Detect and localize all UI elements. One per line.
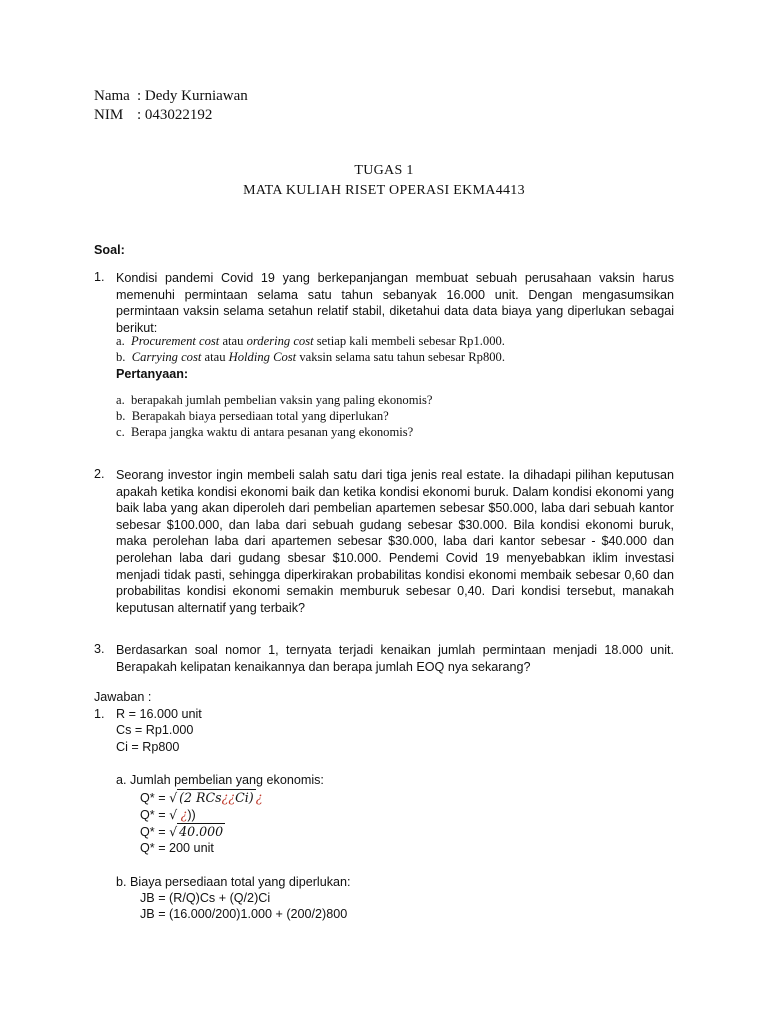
q3-text: Berdasarkan soal nomor 1, ternyata terjadi kenaikan jumlah permintaan menjadi 18.000 unit. Berapakah kelipatan kenaikannya dan berapa jumlah EOQ nya sekarang? [116,643,674,674]
q1-question-c-marker: c. [116,425,125,439]
q1-item-a-rest: setiap kali membeli sebesar Rp1.000. [313,334,505,348]
name-label: Nama [94,88,130,104]
q1-question-c [116,425,413,440]
eoq-close: ) [248,790,254,805]
q1-item-b-marker: b. [116,350,126,364]
eoq-substitution [140,807,196,822]
given-ci: Ci = Rp800 [116,740,180,754]
q1-question-a-marker: a. [116,393,125,407]
q1-question-b-marker: b. [116,409,126,423]
total-cost-substitution: JB = (16.000/200)1.000 + (200/2)800 [140,907,348,921]
eoq-rad-prefix: Q* = [140,825,170,839]
answer-1-number: 1. [94,707,105,721]
q1-item-a-marker: a. [116,334,125,348]
total-cost-formula: JB = (R/Q)Cs + (Q/2)Ci [140,891,271,905]
nim-label: NIM [94,107,124,123]
eoq-sub-prefix: Q* = [140,808,170,822]
nim-value: : 043022192 [137,107,213,123]
eoq-formula-radicand [177,789,256,805]
eoq-term: (2 RCs [179,790,222,805]
q1-question-a [116,393,433,408]
eoq-rad-value: 40.000 [179,824,224,839]
q1-item-b-mid: atau [201,350,229,364]
q1-pertanyaan-label: Pertanyaan: [116,367,189,381]
q1-text: Kondisi pandemi Covid 19 yang berkepanjangan membuat sebuah perusahaan vaksin harus memenuhi permintaan selama satu tahun sebanyak 16.000 unit. Dengan mengasumsikan permintaan vaksin selama setahun relatif stabil, diketahui data data biaya yang diperlukan sebagai berikut: [116,271,674,335]
given-r: R = 16.000 unit [116,707,202,721]
sqrt-symbol-icon: √ [169,807,178,822]
q1-item-a [116,334,505,349]
q1-number: 1. [94,270,105,284]
q1-question-b-text: Berapakah biaya persediaan total yang diperlukan? [131,409,389,423]
jawaban-label: Jawaban : [94,690,152,704]
eoq-formula [140,790,262,805]
doc-title: TUGAS 1 [354,163,414,178]
q1-item-b-rest: vaksin selama satu tahun sebesar Rp800. [296,350,505,364]
eoq-result: Q* = 200 unit [140,841,214,855]
eoq-tail-error: ¿ [255,790,263,805]
eoq-formula-prefix: Q* = [140,791,170,805]
q1-item-b-term1: Carrying cost [131,350,202,364]
q1-item-b-term2: Holding Cost [228,350,297,364]
q3-number: 3. [94,642,105,656]
eoq-symbol-error: ¿¿ [221,790,236,805]
q1-item-a-term2: ordering cost [246,334,314,348]
q1-item-a-mid: atau [219,334,247,348]
q2-number: 2. [94,467,105,481]
eoq-sub-symbol: ¿ [180,807,188,822]
q1-question-c-text: Berapa jangka waktu di antara pesanan yang ekonomis? [131,425,414,439]
sqrt-symbol-icon: √ [169,824,178,839]
soal-label: Soal: [94,243,125,257]
doc-subtitle: MATA KULIAH RISET OPERASI EKMA4413 [243,183,525,198]
q1-item-a-term1: Procurement cost [131,334,220,348]
given-cs: Cs = Rp1.000 [116,723,194,737]
part-a-title: a. Jumlah pembelian yang ekonomis: [116,773,324,787]
eoq-ci: Ci [235,790,249,805]
q1-question-b [116,409,389,424]
q2-text: Seorang investor ingin membeli salah satu dari tiga jenis real estate. Ia dihadapi pilihan keputusan apakah ketika kondisi ekonomi baik dan ketika kondisi ekonomi buruk. Dalam kondisi ekonomi yang baik laba yang akan diperoleh dari pembelian apartemen sebesar $50.000, laba dari sebuah kantor sebesar $100.000, dan laba dari sebuah gudang sebesar $30.000. Bila kondisi ekonomi buruk, maka perolehan laba dari apartemen sebesar $30.000, laba dari kantor sebesar - $40.000 dan perolehan laba dari gudang sbesar $10.000. Pendemi Covid 19 menyebabkan iklim investasi menjadi tidak pasti, sehingga diperkirakan probabilitas kondisi ekonomi membaik sebesar 0,60 dan probabilitas kondisi ekonomi semakin memburuk sebesar 0,40. Dari kondisi tersebut, manakah keputusan alternatif yang terbaik? [116,468,674,615]
sqrt-symbol-icon: √ [169,790,178,805]
q1-item-b [116,350,505,365]
eoq-sub-tail: )) [187,808,196,822]
name-value: : Dedy Kurniawan [137,88,248,104]
part-b-title: b. Biaya persediaan total yang diperlukan: [116,875,351,889]
eoq-radical-value [140,824,225,839]
q1-question-a-text: berapakah jumlah pembelian vaksin yang paling ekonomis? [131,393,433,407]
